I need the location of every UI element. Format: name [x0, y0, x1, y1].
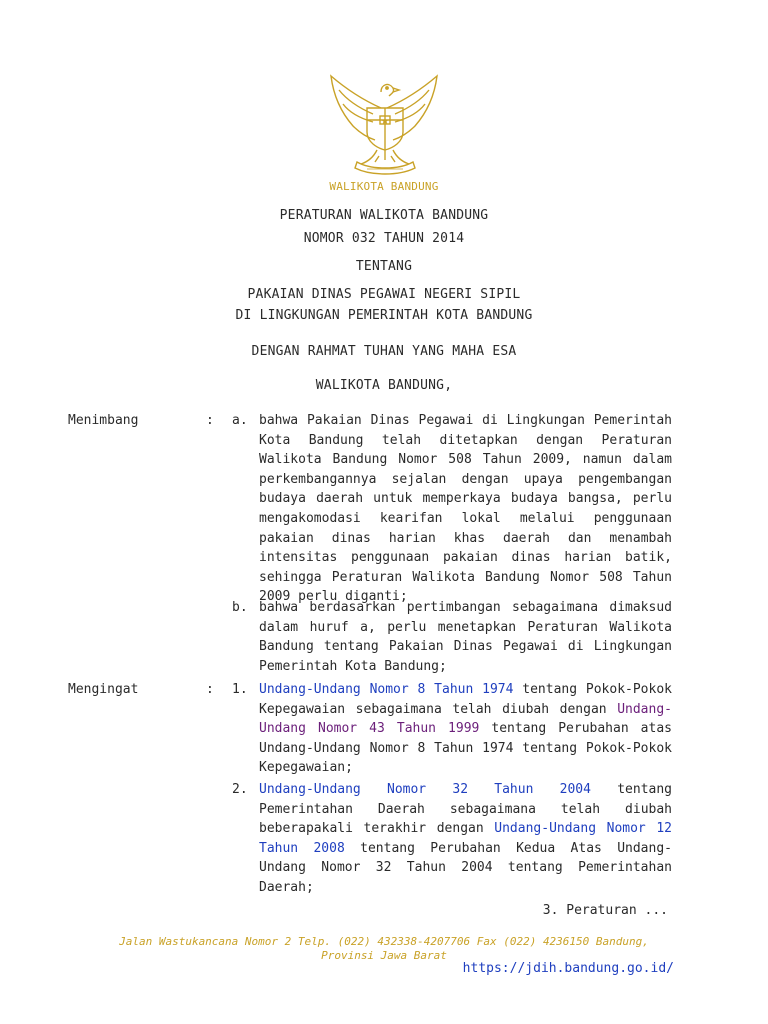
legal-basis-text: tentang Pemerintahan Daerah sebagaimana telah diubah beberapakali terakhir dengan — [259, 782, 673, 837]
jdih-url-link[interactable]: https://jdih.bandung.go.id/ — [462, 961, 674, 976]
subject-line-2: DI LINGKUNGAN PEMERINTAH KOTA BANDUNG — [235, 308, 533, 323]
law-link[interactable]: Undang-Undang Nomor 12 Tahun 2008 — [259, 821, 672, 856]
office-heading: WALIKOTA BANDUNG — [329, 180, 439, 193]
regulation-number: NOMOR 032 TAHUN 2014 — [303, 231, 465, 246]
legal-basis-item — [259, 780, 672, 898]
mengingat-label: Mengingat — [68, 682, 139, 697]
legal-basis-marker: 1. — [232, 682, 248, 697]
legal-basis-text: tentang Perubahan Kedua Atas Undang-Undang Nomor 32 Tahun 2004 tentang Pemerintahan Daerah; — [259, 840, 672, 895]
law-link[interactable]: Undang-Undang Nomor 43 Tahun 1999 — [259, 701, 672, 737]
about-heading: TENTANG — [355, 259, 413, 274]
footer-address-line-1: Jalan Wastukancana Nomor 2 Telp. (022) 432338-4207706 Fax (022) 4236150 Bandung, — [119, 935, 649, 948]
continuation-marker: 3. Peraturan ... — [542, 903, 668, 918]
law-link[interactable]: Undang-Undang Nomor 8 Tahun 1974 — [259, 682, 514, 697]
menimbang-label: Menimbang — [68, 413, 139, 428]
consideration-text: bahwa berdasarkan pertimbangan sebagaimana dimaksud dalam huruf a, perlu menetapkan Peraturan Walikota Bandung tentang Pakaian Dinas Pegawai di Lingkungan Pemerintah Kota Bandung; — [259, 600, 672, 674]
legal-basis-text: tentang Perubahan atas Undang-Undang Nomor 8 Tahun 1974 tentang Pokok-Pokok Kepegawaian; — [259, 721, 672, 776]
garuda-pancasila-emblem-icon — [323, 70, 445, 178]
subject-line-1: PAKAIAN DINAS PEGAWAI NEGERI SIPIL — [247, 287, 521, 302]
consideration-marker: a. — [232, 413, 248, 428]
consideration-marker: b. — [232, 600, 248, 615]
legal-basis-item — [259, 680, 672, 778]
legal-basis-text: tentang Pokok-Pokok Kepegawaian sebagaimana telah diubah dengan — [259, 682, 672, 717]
menimbang-colon: : — [206, 413, 214, 428]
law-link[interactable]: Undang-Undang Nomor 32 Tahun 2004 — [259, 782, 591, 797]
legal-basis-marker: 2. — [232, 782, 248, 797]
mengingat-colon: : — [206, 682, 214, 697]
issuer-line: WALIKOTA BANDUNG, — [315, 378, 453, 393]
blessing-line: DENGAN RAHMAT TUHAN YANG MAHA ESA — [251, 344, 517, 359]
footer-address-line-2: Provinsi Jawa Barat — [321, 949, 447, 962]
regulation-title: PERATURAN WALIKOTA BANDUNG — [279, 208, 489, 223]
consideration-text: bahwa Pakaian Dinas Pegawai di Lingkungan Pemerintah Kota Bandung telah ditetapkan dengan Peraturan Walikota Bandung Nomor 508 Tahun 2009, namun dalam perkembangannya sejalan dengan upaya pengembangan budaya daerah untuk memperkaya budaya bangsa, perlu mengakomodasi kearifan lokal melalui penggunaan pakaian dinas harian khas daerah dan menambah intensitas penggunaan pakaian dinas harian batik, sehingga Peraturan Walikota Bandung Nomor 508 Tahun 2009 perlu diganti; — [259, 413, 672, 605]
